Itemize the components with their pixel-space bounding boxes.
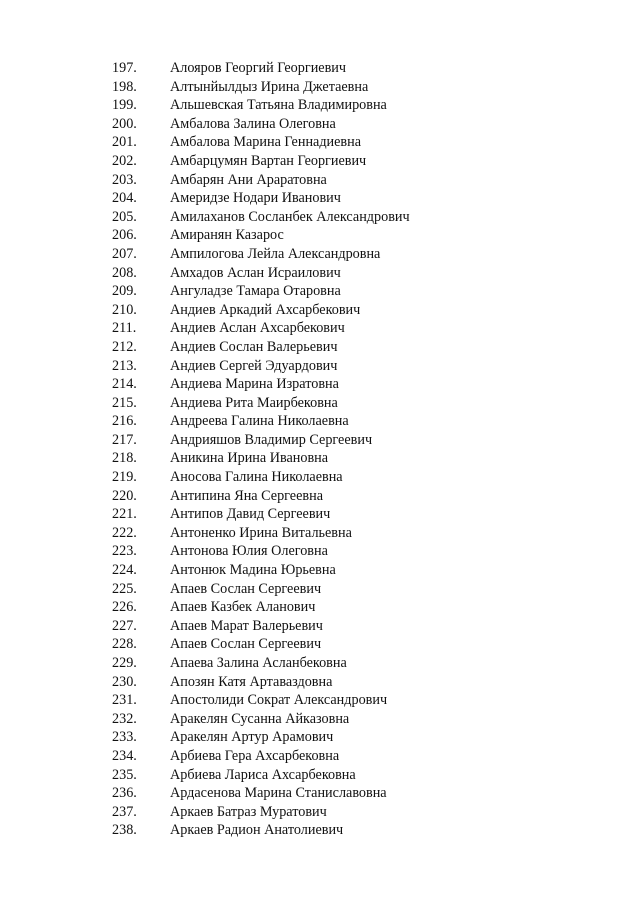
list-item-name: Амбалова Залина Олеговна — [170, 115, 336, 132]
list-item-number: 225. — [112, 580, 137, 597]
list-item-number: 200. — [112, 115, 137, 132]
list-item-name: Амилаханов Сосланбек Александрович — [170, 208, 410, 225]
list-item-name: Андиев Аркадий Ахсарбекович — [170, 301, 361, 318]
list-item — [0, 487, 640, 506]
list-item-number: 229. — [112, 655, 137, 671]
list-item — [0, 245, 640, 264]
list-item-number: 227. — [112, 617, 137, 634]
list-item-name: Антипина Яна Сергеевна — [170, 487, 323, 504]
list-item-number: 198. — [112, 78, 137, 95]
list-item-number: 204. — [112, 190, 137, 207]
list-item — [0, 226, 640, 245]
list-item-number: 232. — [112, 710, 137, 727]
list-item — [0, 282, 640, 301]
list-item-number: 235. — [112, 766, 137, 783]
list-item — [0, 338, 640, 357]
list-item — [0, 375, 640, 394]
list-item-number: 202. — [112, 152, 137, 169]
list-item — [0, 673, 640, 692]
list-item — [0, 133, 640, 152]
list-item-number: 221. — [112, 506, 137, 523]
list-item-name: Апостолиди Сократ Александрович — [170, 692, 388, 709]
list-item-number: 219. — [112, 469, 137, 486]
list-item-number: 205. — [112, 208, 137, 225]
list-item-number: 212. — [112, 338, 137, 355]
list-item — [0, 524, 640, 543]
list-item-number: 228. — [112, 636, 137, 653]
list-item-number: 238. — [112, 822, 137, 839]
list-item — [0, 635, 640, 654]
list-item-number: 214. — [112, 376, 137, 393]
list-item-name: Ангуладзе Тамара Отаровна — [170, 283, 341, 300]
list-item — [0, 412, 640, 431]
list-item-number: 222. — [112, 524, 137, 541]
list-item-name: Амиранян Казарос — [170, 227, 284, 244]
list-item — [0, 357, 640, 376]
list-item-number: 217. — [112, 431, 137, 448]
list-item — [0, 208, 640, 227]
list-item-name: Андиев Аслан Ахсарбекович — [170, 320, 345, 337]
list-item-name: Америдзе Нодари Иванович — [170, 190, 341, 207]
list-item — [0, 115, 640, 134]
list-item-name: Андиева Марина Изратовна — [170, 376, 339, 393]
list-item — [0, 821, 640, 840]
list-item-name: Андиев Сослан Валерьевич — [170, 338, 338, 355]
list-item-name: Антонюк Мадина Юрьевна — [170, 562, 336, 579]
list-item-number: 199. — [112, 97, 137, 114]
list-item-name: Амбарян Ани Араратовна — [170, 171, 327, 188]
list-item-name: Апаев Казбек Аланович — [170, 599, 316, 616]
list-item-name: Антонова Юлия Олеговна — [170, 543, 328, 560]
list-item — [0, 171, 640, 190]
list-item — [0, 319, 640, 338]
list-item-name: Аркаев Батраз Муратович — [170, 803, 327, 820]
list-item — [0, 784, 640, 803]
list-item-name: Апаев Сослан Сергеевич — [170, 636, 322, 653]
list-item — [0, 728, 640, 747]
list-item-number: 226. — [112, 599, 137, 616]
list-item — [0, 561, 640, 580]
list-item — [0, 59, 640, 78]
list-item-number: 209. — [112, 283, 137, 300]
list-item — [0, 96, 640, 115]
list-item — [0, 189, 640, 208]
list-item-number: 206. — [112, 227, 137, 244]
list-item-number: 223. — [112, 543, 137, 560]
list-item-number: 203. — [112, 171, 137, 188]
list-item-name: Ардасенова Марина Станиславовна — [170, 785, 387, 802]
list-item — [0, 431, 640, 450]
list-item-name: Аракелян Артур Арамович — [170, 729, 334, 746]
list-item-number: 213. — [112, 357, 137, 374]
list-item-name: Аносова Галина Николаевна — [170, 469, 343, 486]
list-item-number: 201. — [112, 134, 137, 151]
list-item-name: Альшевская Татьяна Владимировна — [170, 97, 387, 114]
list-item-name: Апаев Марат Валерьевич — [170, 617, 323, 634]
list-item-name: Аракелян Сусанна Айказовна — [170, 710, 350, 727]
list-item-number: 233. — [112, 729, 137, 746]
list-item-name: Андреева Галина Николаевна — [170, 413, 349, 430]
list-item — [0, 542, 640, 561]
list-item-name: Амхадов Аслан Исраилович — [170, 264, 341, 281]
list-item-name: Ампилогова Лейла Александровна — [170, 245, 381, 262]
list-item — [0, 505, 640, 524]
list-item — [0, 580, 640, 599]
list-item-number: 224. — [112, 562, 137, 579]
list-item-number: 216. — [112, 413, 137, 430]
list-item-number: 231. — [112, 692, 137, 709]
list-item-number: 234. — [112, 747, 137, 764]
list-item — [0, 710, 640, 729]
numbered-name-list — [0, 59, 640, 840]
list-item-name: Алояров Георгий Георгиевич — [170, 60, 347, 76]
list-item-number: 237. — [112, 803, 137, 820]
list-item-name: Аркаев Радион Анатолиевич — [170, 822, 344, 839]
list-item — [0, 747, 640, 766]
list-item — [0, 468, 640, 487]
list-item-number: 236. — [112, 785, 137, 802]
list-item-number: 197. — [112, 60, 137, 76]
list-item-name: Антоненко Ирина Витальевна — [170, 524, 352, 541]
list-item — [0, 691, 640, 710]
list-item-number: 218. — [112, 450, 137, 467]
list-item — [0, 766, 640, 785]
list-item-number: 207. — [112, 245, 137, 262]
list-item-number: 210. — [112, 301, 137, 318]
list-item — [0, 617, 640, 636]
list-item-name: Апозян Катя Артаваздовна — [170, 673, 333, 690]
list-item-number: 230. — [112, 673, 137, 690]
list-item — [0, 803, 640, 822]
list-item — [0, 449, 640, 468]
list-item-name: Амбалова Марина Геннадиевна — [170, 134, 362, 151]
list-item-number: 215. — [112, 394, 137, 411]
list-item-name: Андрияшов Владимир Сергеевич — [170, 431, 373, 448]
list-item-name: Арбиева Лариса Ахсарбековна — [170, 766, 356, 783]
list-item-name: Андиева Рита Маирбековна — [170, 394, 338, 411]
list-item — [0, 301, 640, 320]
list-item-name: Андиев Сергей Эдуардович — [170, 357, 338, 374]
list-item — [0, 264, 640, 283]
list-item-name: Апаев Сослан Сергеевич — [170, 580, 322, 597]
list-item-number: 208. — [112, 264, 137, 281]
list-item — [0, 394, 640, 413]
list-item-name: Антипов Давид Сергеевич — [170, 506, 331, 523]
list-item — [0, 78, 640, 97]
list-item-number: 211. — [112, 320, 137, 337]
list-item — [0, 598, 640, 617]
list-item — [0, 654, 640, 673]
list-item — [0, 152, 640, 171]
list-item-name: Амбарцумян Вартан Георгиевич — [170, 152, 367, 169]
list-item-name: Алтынйылдыз Ирина Джетаевна — [170, 78, 369, 95]
list-item-name: Арбиева Гера Ахсарбековна — [170, 747, 340, 764]
list-item-name: Аникина Ирина Ивановна — [170, 450, 329, 467]
list-item-number: 220. — [112, 487, 137, 504]
list-item-name: Апаева Залина Асланбековна — [170, 655, 347, 671]
